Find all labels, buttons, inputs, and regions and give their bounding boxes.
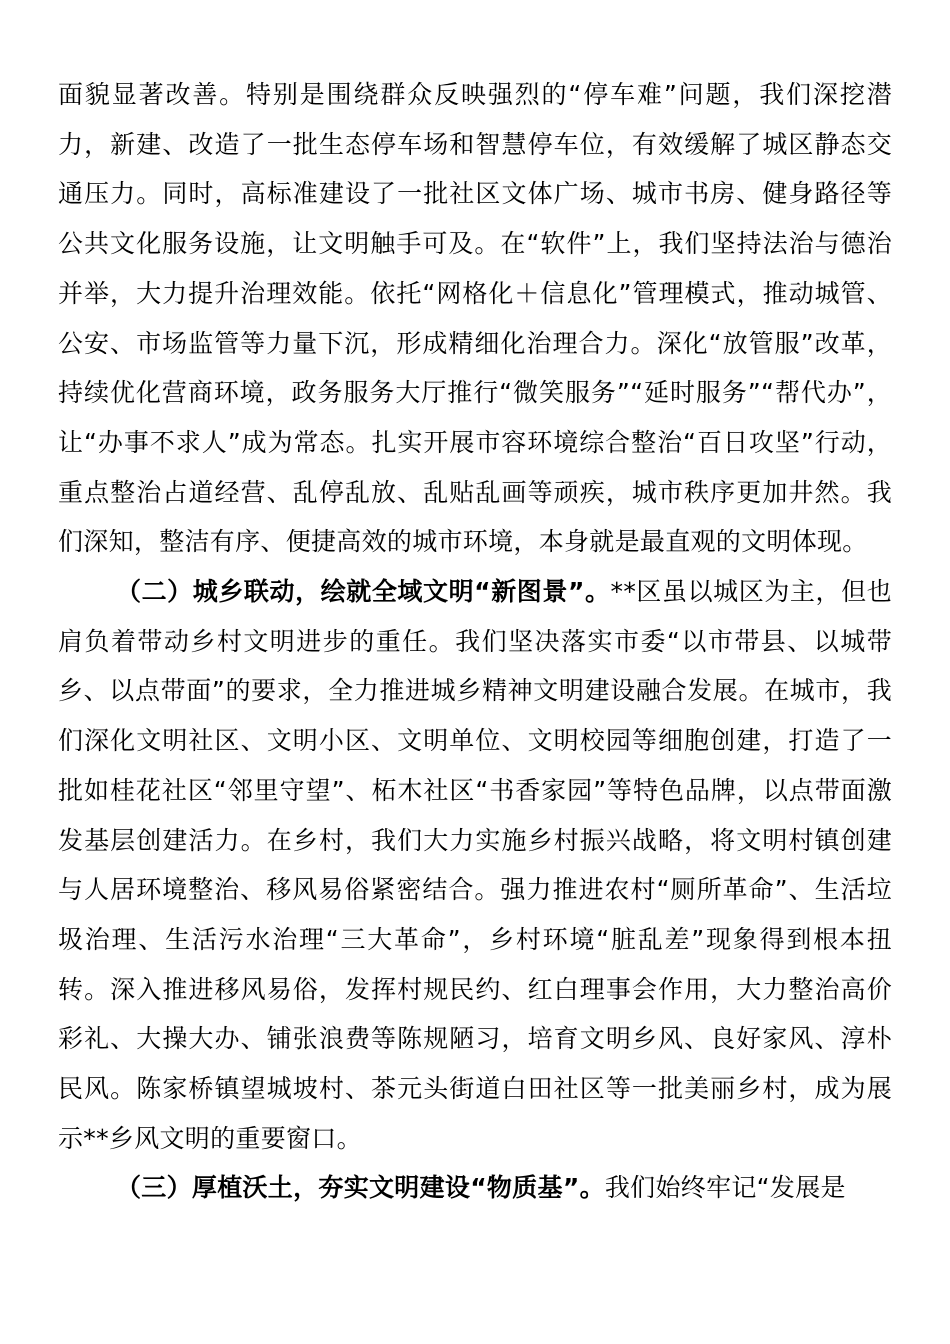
section-heading-2: （二）城乡联动，绘就全域文明“新图景”。	[116, 577, 611, 607]
paragraph-1-body: 面貌显著改善。特别是围绕群众反映强烈的“停车难”问题，我们深挖潜力，新建、改造了一批生态停车场和智慧停车位，有效缓解了城区静态交通压力。同时，高标准建设了一批社区文体广场、城市书房、健身路径等公共文化服务设施，让文明触手可及。在“软件”上，我们坚持法治与德治并举，大力提升治理效能。依托“网格化＋信息化”管理模式，推动城管、公安、市场监管等力量下沉，形成精细化治理合力。深化“放管服”改革，持续优化营商环境，政务服务大厅推行“微笑服务”“延时服务”“帮代办”，让“办事不求人”成为常态。扎实开展市容环境综合整治“百日攻坚”行动，重点整治占道经营、乱停乱放、乱贴乱画等顽疾，城市秩序更加井然。我们深知，整洁有序、便捷高效的城市环境，本身就是最直观的文明体现。	[58, 80, 892, 557]
paragraph-1	[58, 70, 892, 567]
paragraph-2	[58, 567, 892, 1163]
paragraph-3-body: 我们始终牢记“发展是	[604, 1173, 846, 1203]
paragraph-3	[58, 1163, 892, 1213]
paragraph-2-body: **区虽以城区为主，但也肩负着带动乡村文明进步的重任。我们坚决落实市委“以市带县、以城带乡、以点带面”的要求，全力推进城乡精神文明建设融合发展。在城市，我们深化文明社区、文明小区、文明单位、文明校园等细胞创建，打造了一批如桂花社区“邻里守望”、柘木社区“书香家园”等特色品牌，以点带面激发基层创建活力。在乡村，我们大力实施乡村振兴战略，将文明村镇创建与人居环境整治、移风易俗紧密结合。强力推进农村“厕所革命”、生活垃圾治理、生活污水治理“三大革命”，乡村环境“脏乱差”现象得到根本扭转。深入推进移风易俗，发挥村规民约、红白理事会作用，大力整治高价彩礼、大操大办、铺张浪费等陈规陋习，培育文明乡风、良好家风、淳朴民风。陈家桥镇望城坡村、茶元头街道白田社区等一批美丽乡村，成为展示**乡风文明的重要窗口。	[58, 577, 892, 1153]
document-page	[58, 70, 892, 1213]
section-heading-3: （三）厚植沃土，夯实文明建设“物质基”。	[116, 1173, 605, 1203]
